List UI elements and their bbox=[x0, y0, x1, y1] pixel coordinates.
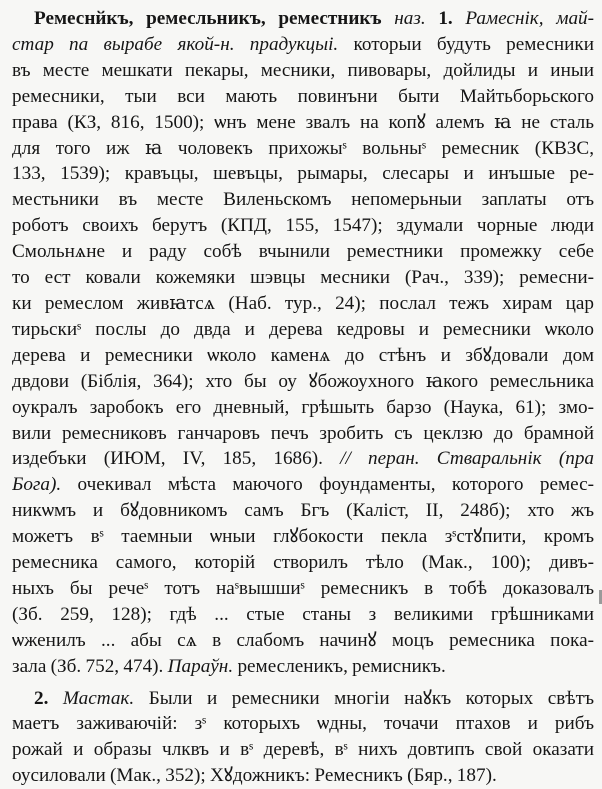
sense1-line: то ест ковали кожемяки шэвцы месники (Рач., 339); ремесни- bbox=[12, 267, 594, 289]
figurative-line: (Зб. 259, 128); гдѣ ... стые станы з великими грѣшниками bbox=[12, 603, 594, 625]
figurative-label-end: Бога). bbox=[12, 474, 62, 496]
entry-line-2 bbox=[12, 32, 594, 58]
sense1-line: оукралъ заробокъ его дневный, грѣшыть барзо (Наука, 61); змо- bbox=[12, 396, 594, 418]
grammar-label: наз. bbox=[394, 8, 426, 29]
figurative-line: ѡженилъ ... абы сѧ в слабомъ начинꙋ моцъ ремесника пока- bbox=[12, 629, 594, 651]
figurative-line: можетъ вˢ таемныи ѡныи глꙋбокости пекла зˢстꙋпити, кромъ bbox=[12, 526, 594, 548]
entry-line-1 bbox=[12, 6, 594, 32]
sense1-line: тирьскиˢ послы до двда и дерева кедровы и ремесники ѡколо bbox=[12, 318, 594, 340]
sense1-line: двдови (Біблія, 364); хто бы оу ꙋбожоухного ꙗкого ремесльника bbox=[12, 370, 594, 392]
sense1-text: издебъки (ИЮМ, IV, 185, 1686). bbox=[12, 448, 323, 470]
sense1-line: ки ремеслом живꙗтсѧ (Наб. тур., 24); послал тежъ хирам цар bbox=[12, 292, 594, 314]
sense1-line: въ месте мешкати пекары, месники, пивовары, дойлиды и иныи bbox=[12, 59, 594, 81]
figurative-line: ремесника самого, которій створилъ тѣло (Мак., 100); дивъ- bbox=[12, 552, 594, 574]
sense2-line: оусиловали (Мак., 352); Хꙋдожникъ: Ремесникъ (Бяр., 187). bbox=[12, 765, 497, 787]
sense1-line: дерева и ремесники ѡколо каменѧ до стѣнъ и збꙋдовали дом bbox=[12, 344, 594, 366]
sense2-line: рожай и образы члквъ и вˢ деревѣ, вˢ нихъ довтипъ свой оказати bbox=[12, 739, 594, 761]
sense-definition-2: Мастак. bbox=[62, 687, 135, 709]
figurative-label: // перан. Стваральнік (пра bbox=[340, 448, 594, 470]
headword: Ремеснйкъ, ремесльникъ, реместникъ bbox=[34, 8, 382, 29]
sense-number-1: 1. bbox=[438, 8, 453, 29]
sense1-text: которыи будуть ремесники bbox=[353, 33, 594, 55]
sense2-line: маетъ заживаючій: зˢ которыхъ ѡдны, точачи птахов и рибъ bbox=[12, 713, 594, 735]
sense1-line: 133, 1539); кравъцы, шевъцы, рымары, слесары и инъшые ре- bbox=[12, 163, 594, 185]
figurative-line-last bbox=[12, 654, 594, 680]
sense1-line: Смольнѧне и раду собѣ вчынили реместники промежку себе bbox=[12, 241, 594, 263]
figurative-line: ныхъ бы речеˢ тотъ наˢвышшиˢ ремесникъ в тобѣ доказовалъ bbox=[12, 577, 594, 599]
sense1-line: роботъ своихъ берутъ (КПД, 155, 1547); здумали чорные люди bbox=[12, 215, 594, 237]
sense2-text: Были и ремесники многіи наꙋкъ которых свѣтъ bbox=[148, 687, 594, 709]
sense1-line: права (КЗ, 816, 1500); ѡнъ мене звалъ на копꙋ алемъ ꙗ не сталь bbox=[12, 111, 594, 133]
sense-definition-1-part-b: стар па вырабе якой-н. прадукцыі. bbox=[12, 33, 339, 55]
sense1-line: ремесники, тыи вси мають повинъни быти Майтьборьского bbox=[12, 85, 594, 107]
sense-number-2: 2. bbox=[34, 687, 49, 709]
entry-line-fig-2 bbox=[12, 472, 594, 498]
figurative-text-last: зала (Зб. 752, 474). Параўн. ремесленикъ, ремисникъ. bbox=[12, 655, 446, 677]
figurative-text: очекивал мѣста маючого фоундаменты, которого ремес- bbox=[77, 474, 594, 496]
sense1-line: местьники въ месте Виленьскомъ непомерьныи заплаты отъ bbox=[12, 189, 594, 211]
entry-line-fig bbox=[12, 446, 594, 472]
figurative-line: никѡмъ и бꙋдовникомъ самъ Бгъ (Каліст, II, 248б); хто жъ bbox=[12, 500, 594, 522]
entry-line-sense2 bbox=[12, 686, 594, 712]
sense1-line: для того иж ꙗ чоловекъ прихожыˢ вольныˢ ремесник (КВЗС, bbox=[12, 137, 594, 159]
dictionary-entry bbox=[12, 6, 594, 789]
sense1-line: вили ремесниковъ ганчаровъ печъ зробить съ цеклзю до брамной bbox=[12, 422, 594, 444]
sense-definition-1-part-a: Рамеснік, май- bbox=[465, 8, 594, 29]
